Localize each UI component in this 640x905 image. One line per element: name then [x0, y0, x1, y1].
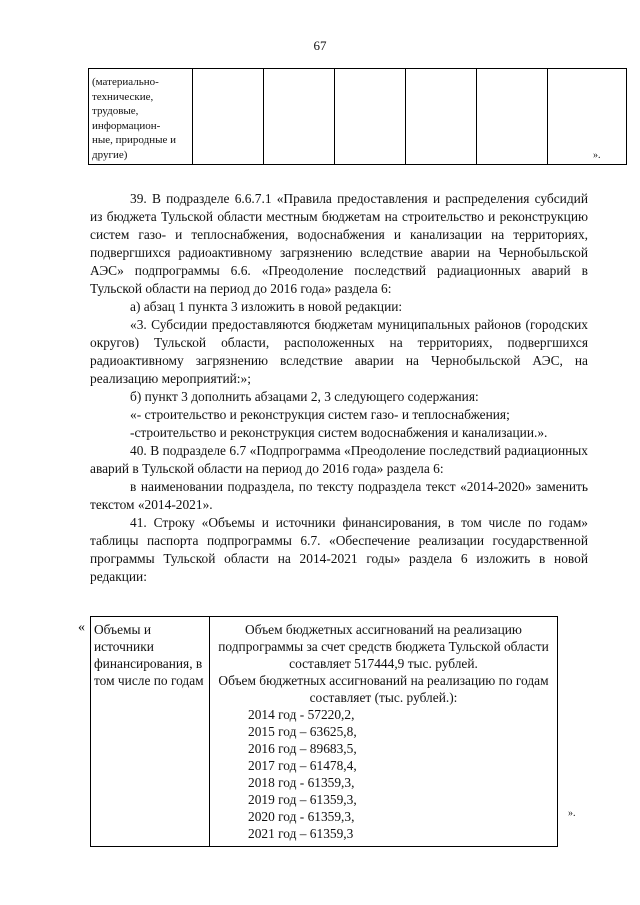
closing-quote: ». — [568, 808, 576, 819]
funding-by-year-intro: Объем бюджетных ассигнований на реализацию по годам составляет (тыс. рублей.): — [218, 673, 549, 705]
paragraph: в наименовании подраздела, по тексту подраздела текст «2014-2020» заменить текстом «2014-2021». — [90, 479, 588, 512]
year-line: 2016 год – 89683,5, — [248, 741, 357, 756]
empty-cell — [477, 69, 548, 165]
year-line: 2019 год – 61359,3, — [248, 792, 357, 807]
cell-line: (материально- — [92, 76, 159, 88]
paragraph: «3. Субсидии предоставляются бюджетам муниципальных районов (городских округов) Тульской области, расположенных на территориях, подвергшихся радиоактивному загрязнению вследствие аварии на Чернобыльской АЭС, на реализацию мероприятий:»; — [90, 317, 588, 386]
year-line: 2014 год - 57220,2, — [248, 707, 355, 722]
year-line: 2015 год – 63625,8, — [248, 724, 357, 739]
empty-cell — [264, 69, 335, 165]
body-text — [90, 190, 588, 586]
cell-line: информацион- — [92, 119, 161, 132]
year-line: 2018 год - 61359,3, — [248, 775, 355, 790]
resources-cell — [89, 69, 193, 165]
resources-table-fragment — [88, 68, 627, 165]
cell-line: технические, — [92, 90, 154, 103]
page-number: 67 — [313, 38, 327, 53]
year-line: 2017 год – 61478,4, — [248, 758, 357, 773]
cell-line: другие) — [92, 148, 128, 161]
paragraph: а) абзац 1 пункта 3 изложить в новой редакции: — [130, 299, 403, 314]
paragraph: б) пункт 3 дополнить абзацами 2, 3 следующего содержания: — [130, 389, 479, 404]
funding-value-cell — [210, 617, 558, 847]
funding-table — [90, 616, 558, 847]
opening-quote: « — [78, 620, 85, 635]
paragraph: 39. В подразделе 6.6.7.1 «Правила предоставления и распределения субсидий из бюджета Тульской области местным бюджетам на строительство и реконструкцию систем газо- и теплоснабжения, водоснабжения и канализации на территориях, подвергшихся радиоактивному загрязнению вследствие аварии на Чернобыльской АЭС» подпрограммы 6.6. «Преодоление последствий радиационных аварий в Тульской области на период до 2016 года» раздела 6: — [90, 191, 588, 296]
funding-label-cell: Объемы и источники финансирования, в том числе по годам — [91, 617, 210, 847]
paragraph: 40. В подразделе 6.7 «Подпрограмма «Преодоление последствий радиационных аварий в Тульской области на период до 2016 года» раздела 6: — [90, 443, 588, 476]
empty-cell — [406, 69, 477, 165]
closing-quote: ». — [593, 150, 601, 161]
empty-cell — [548, 69, 627, 165]
year-line: 2021 год – 61359,3 — [248, 826, 354, 841]
cell-line: трудовые, — [92, 105, 139, 117]
empty-cell — [193, 69, 264, 165]
funding-total: Объем бюджетных ассигнований на реализацию подпрограммы за счет средств бюджета Тульской области составляет 517444,9 тыс. рублей. — [218, 622, 549, 671]
empty-cell — [335, 69, 406, 165]
paragraph: 41. Строку «Объемы и источники финансирования, в том числе по годам» таблицы паспорта подпрограммы 6.7. «Обеспечение реализации государственной программы Тульской области на 2014-2021 годы» раздела 6 изложить в новой редакции: — [90, 515, 588, 584]
paragraph: «- строительство и реконструкция систем газо- и теплоснабжения; — [130, 407, 510, 422]
paragraph: -строительство и реконструкция систем водоснабжения и канализации.». — [130, 425, 548, 440]
year-line: 2020 год - 61359,3, — [248, 809, 355, 824]
cell-line: ные, природные и — [92, 134, 177, 146]
